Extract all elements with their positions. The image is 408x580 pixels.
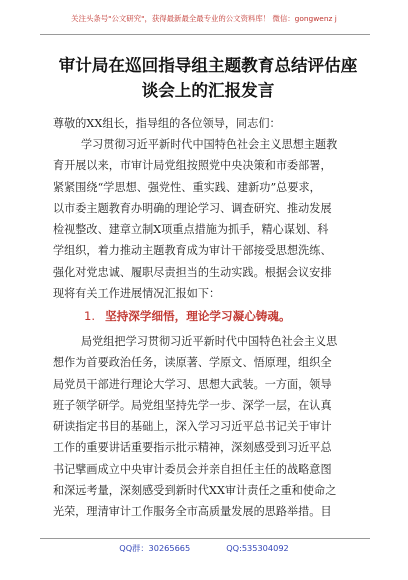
section-heading-1 [84, 306, 291, 327]
paragraph-line: 学习贯彻习近平新时代中国特色社会主义思想主题教 [81, 138, 338, 151]
footer-qq: QQ:535304092 [226, 543, 289, 553]
section-number: 1. [84, 309, 96, 323]
paragraph-line: 书记擘画成立中央审计委员会并亲自担任主任的战略意图 [53, 462, 332, 476]
salutation-line: 尊敬的XX组长，指导组的各位领导，同志们： [53, 117, 281, 130]
salutation [53, 113, 367, 134]
footer-qq-group: QQ群：30265665 [119, 543, 191, 553]
paragraph-line: 想作为首要政治任务，读原著、学原文、悟原理，组织全 [53, 356, 332, 370]
header-divider [40, 34, 370, 35]
paragraph-line: 强化对党忠诚、履职尽责担当的生动实践。根据会议安排 [53, 265, 332, 279]
paragraph-line: 和深远考量，深刻感受到新时代XX审计责任之重和使命之 [53, 484, 337, 498]
paragraph-line: 育开展以来，市审计局党组按照党中央决策和市委部署， [53, 159, 332, 173]
paragraph-line: 班子领学研学。局党组坚持先学一步、深学一层，在认真 [53, 398, 332, 412]
paragraph-line: 紧紧围绕“学思想、强党性、重实践、建新功”总要求， [53, 180, 321, 194]
paragraph-line: 以市委主题教育办明确的理论学习、调查研究、推动发展 [53, 201, 332, 215]
paragraph-line: 研读指定书目的基础上，深入学习习近平总书记关于审计 [53, 420, 332, 434]
paragraph-line: 局党组把学习贯彻习近平新时代中国特色社会主义思 [81, 335, 338, 348]
paragraph-line: 学组织，着力推动主题教育成为审计干部接受思想洗练、 [53, 244, 332, 258]
section-1-paragraph [53, 331, 367, 523]
paragraph-line: 检视整改、建章立制X项重点措施为抓手，精心谋划、科 [53, 223, 329, 237]
title-line-1: 审计局在巡回指导组主题教育总结评估座 [58, 56, 358, 75]
section-heading-text: 坚持深学细悟，理论学习凝心铸魂。 [105, 309, 291, 323]
document-title [44, 53, 372, 103]
paragraph-line: 光荣，理清审计工作服务全市高质量发展的思路举措。目 [53, 505, 332, 519]
paragraph-line: 工作的重要讲话重要指示批示精神，深刻感受到习近平总 [53, 441, 332, 455]
header-banner: 关注头条号"公文研究"，获得最新最全最专业的公文资料库！ 微信：gongwenz j [71, 14, 337, 23]
footer-divider [40, 538, 370, 539]
footer-contact [0, 541, 408, 555]
paragraph-line: 现将有关工作进展情况汇报如下： [53, 287, 221, 301]
intro-paragraph [53, 134, 367, 304]
paragraph-line: 局党员干部进行理论大学习、思想大武装。一方面，领导 [53, 377, 332, 391]
title-line-2: 谈会上的汇报发言 [141, 81, 275, 100]
